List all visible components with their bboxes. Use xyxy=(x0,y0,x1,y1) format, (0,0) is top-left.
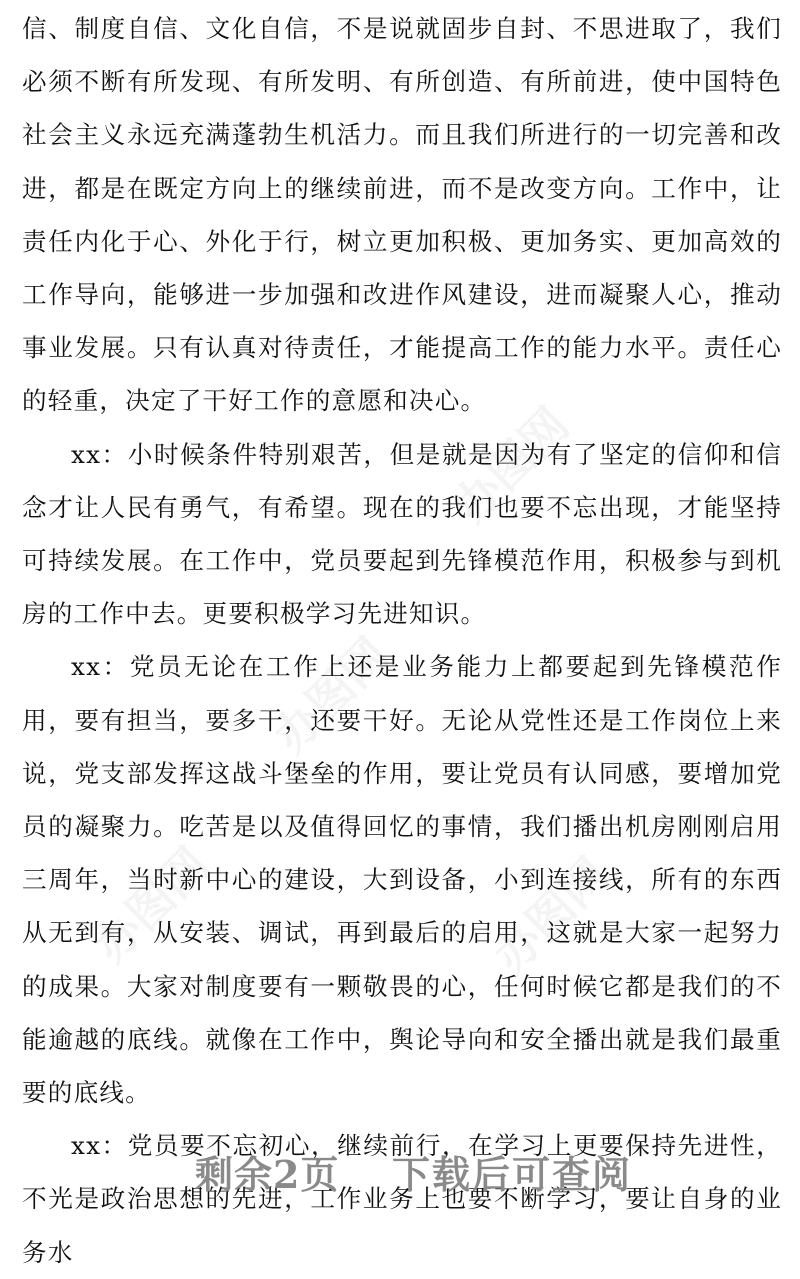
paragraph: xx：小时候条件特别艰苦，但是就是因为有了坚定的信仰和信念才让人民有勇气，有希望。现在的我们也要不忘出现，才能坚持可持续发展。在工作中，党员要起到先锋模范作用，积极参与到机房的工作中去。更要积极学习先进知识。 xyxy=(22,439,782,629)
remaining-pages-label: 剩余2页 xyxy=(195,1152,340,1197)
watermark: 办图网 xyxy=(483,847,620,984)
paragraph: 信、制度自信、文化自信，不是说就固步自封、不思进取了，我们必须不断有所发现、有所发明、有所创造、有所前进，使中国特色社会主义永远充满蓬勃生机活力。而且我们所进行的一切完善和改进，都是在既定方向上的继续前进，而不是改变方向。工作中，让责任内化于心、外化于行，树立更加积极、更加务实、更加高效的工作导向，能够进一步加强和改进作风建设，进而凝聚人心，推动事业发展。只有认真对待责任，才能提高工作的能力水平。责任心的轻重，决定了干好工作的意愿和决心。 xyxy=(22,14,782,416)
paragraph: xx：党员无论在工作上还是业务能力上都要起到先锋模范作用，要有担当，要多干，还要干好。无论从党性还是工作岗位上来说，党支部发挥这战斗堡垒的作用，要让党员有认同感，要增加党员的凝聚力。吃苦是以及值得回忆的事情，我们播出机房刚刚启用三周年，当时新中心的建设，大到设备，小到连接线，所有的东西从无到有，从安装、调试，再到最后的启用，这就是大家一起努力的成果。大家对制度要有一颗敬畏的心，任何时候它都是我们的不能逾越的底线。就像在工作中，舆论导向和安全播出就是我们最重要的底线。 xyxy=(22,652,782,1108)
watermark: 办图网 xyxy=(83,837,220,974)
watermark: 办图网 xyxy=(443,397,580,534)
download-to-view-link[interactable]: 下载后可查阅 xyxy=(392,1152,633,1197)
paragraph: xx：党员要不忘初心，继续前行，在学习上更要保持先进性，不光是政治思想的先进，工作业务上也要不断学习，要让自身的业务水 xyxy=(22,1131,782,1267)
document-body xyxy=(22,2,782,1279)
download-prompt xyxy=(0,1130,800,1230)
watermark: 办图网 xyxy=(263,627,400,764)
